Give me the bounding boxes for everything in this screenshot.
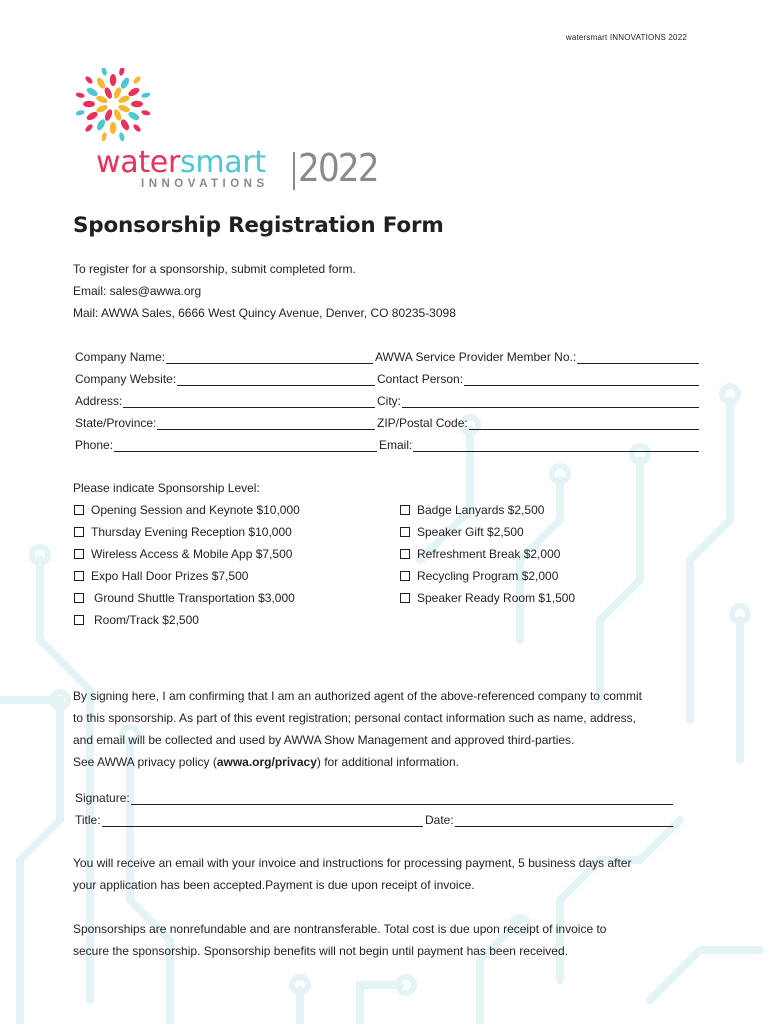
member-no-field[interactable] bbox=[375, 348, 699, 364]
logo-innovations: INNOVATIONS bbox=[141, 178, 269, 190]
privacy-link[interactable]: awwa.org/privacy bbox=[216, 755, 317, 769]
level-option[interactable] bbox=[400, 590, 575, 606]
logo-petal bbox=[85, 86, 99, 98]
logo-petal bbox=[95, 76, 107, 90]
checkbox[interactable] bbox=[74, 505, 84, 515]
company-name-field[interactable] bbox=[75, 348, 373, 364]
invoice-note bbox=[73, 852, 703, 896]
phone-line[interactable] bbox=[114, 440, 377, 452]
address-label: Address: bbox=[75, 394, 123, 408]
field-row-2 bbox=[75, 370, 699, 386]
title-date-row bbox=[75, 811, 675, 827]
field-row-3 bbox=[75, 392, 699, 408]
logo-year: 2022 bbox=[298, 146, 378, 190]
consent-paragraph bbox=[73, 685, 703, 773]
level-option[interactable] bbox=[400, 524, 524, 540]
address-field[interactable] bbox=[75, 392, 375, 408]
checkbox[interactable] bbox=[400, 527, 410, 537]
level-option[interactable] bbox=[74, 568, 248, 584]
checkbox[interactable] bbox=[400, 549, 410, 559]
header-event-tag: watersmart INNOVATIONS 2022 bbox=[565, 33, 687, 42]
contact-person-label: Contact Person: bbox=[377, 372, 464, 386]
email-line[interactable] bbox=[413, 440, 699, 452]
level-option[interactable] bbox=[400, 502, 544, 518]
level-label: Badge Lanyards $2,500 bbox=[417, 503, 545, 517]
logo-petal bbox=[101, 68, 108, 76]
logo-petal bbox=[75, 92, 85, 99]
title-line[interactable] bbox=[102, 815, 423, 827]
level-label: Ground Shuttle Transportation $3,000 bbox=[94, 591, 295, 605]
zip-line[interactable] bbox=[469, 418, 699, 430]
level-option[interactable] bbox=[74, 524, 292, 540]
field-row-5 bbox=[75, 436, 699, 452]
level-label: Recycling Program $2,000 bbox=[417, 569, 559, 583]
logo-petal bbox=[119, 76, 131, 90]
invoice-line-1: You will receive an email with your invoice and instructions for processing payment, 5 business days after bbox=[73, 856, 632, 870]
checkbox[interactable] bbox=[400, 505, 410, 515]
checkbox[interactable] bbox=[74, 593, 84, 603]
contact-person-line[interactable] bbox=[464, 374, 699, 386]
level-label: Speaker Gift $2,500 bbox=[417, 525, 524, 539]
checkbox[interactable] bbox=[74, 527, 84, 537]
phone-label: Phone: bbox=[75, 438, 114, 452]
refund-line-2: secure the sponsorship. Sponsorship benefits will not begin until payment has been received. bbox=[73, 944, 568, 958]
date-line[interactable] bbox=[455, 815, 673, 827]
address-line[interactable] bbox=[123, 396, 375, 408]
level-option[interactable] bbox=[74, 546, 292, 562]
logo-petal bbox=[84, 75, 94, 85]
field-row-1 bbox=[75, 348, 699, 364]
state-field[interactable] bbox=[75, 414, 375, 430]
intro-email: Email: sales@awwa.org bbox=[73, 284, 202, 298]
level-label: Refreshment Break $2,000 bbox=[417, 547, 561, 561]
consent-line-4 bbox=[73, 751, 703, 773]
logo-word-smart: smart bbox=[179, 145, 266, 180]
logo-petal bbox=[141, 92, 151, 99]
checkbox[interactable] bbox=[400, 593, 410, 603]
company-website-line[interactable] bbox=[177, 374, 375, 386]
logo-petal bbox=[75, 109, 85, 116]
consent-line-1: By signing here, I am confirming that I am an authorized agent of the above-referenced company to commit bbox=[73, 689, 642, 703]
field-row-4 bbox=[75, 414, 699, 430]
checkbox[interactable] bbox=[74, 615, 84, 625]
logo-divider bbox=[293, 152, 295, 190]
logo-petal bbox=[141, 109, 151, 116]
logo-petal bbox=[110, 74, 116, 86]
logo-petal bbox=[85, 110, 99, 122]
consent-line-3: and email will be collected and used by AWWA Show Management and approved third-parties. bbox=[73, 733, 575, 747]
city-line[interactable] bbox=[402, 396, 699, 408]
member-no-line[interactable] bbox=[577, 352, 699, 364]
signature-line[interactable] bbox=[131, 793, 673, 805]
title-label: Title: bbox=[75, 813, 101, 827]
level-option[interactable] bbox=[74, 612, 199, 628]
privacy-text-post: ) for additional information. bbox=[316, 755, 459, 769]
checkbox[interactable] bbox=[400, 571, 410, 581]
refund-line-1: Sponsorships are nonrefundable and are nontransferable. Total cost is due upon receipt of invoice to bbox=[73, 922, 607, 936]
email-field[interactable] bbox=[379, 436, 699, 452]
level-label: Thursday Evening Reception $10,000 bbox=[91, 525, 292, 539]
intro-line-1: To register for a sponsorship, submit completed form. bbox=[73, 262, 356, 276]
checkbox[interactable] bbox=[74, 571, 84, 581]
logo-word-water: water bbox=[96, 145, 180, 180]
logo-petal bbox=[132, 123, 142, 133]
city-field[interactable] bbox=[377, 392, 699, 408]
company-website-field[interactable] bbox=[75, 370, 375, 386]
consent-line-2: to this sponsorship. As part of this event registration; personal contact information such as name, address, bbox=[73, 711, 636, 725]
logo-petal bbox=[83, 101, 95, 107]
email-label: Email: bbox=[379, 438, 413, 452]
logo-petal bbox=[95, 118, 107, 132]
state-label: State/Province: bbox=[75, 416, 157, 430]
logo-petal bbox=[110, 122, 116, 134]
levels-label: Please indicate Sponsorship Level: bbox=[73, 481, 260, 495]
level-label: Room/Track $2,500 bbox=[94, 613, 199, 627]
level-option[interactable] bbox=[74, 502, 300, 518]
state-line[interactable] bbox=[157, 418, 375, 430]
logo-petal bbox=[127, 86, 141, 98]
logo-petal bbox=[119, 118, 131, 132]
form-title: Sponsorship Registration Form bbox=[73, 213, 444, 238]
title-field[interactable] bbox=[75, 811, 423, 827]
date-field[interactable] bbox=[425, 811, 673, 827]
company-name-label: Company Name: bbox=[75, 350, 166, 364]
level-label: Wireless Access & Mobile App $7,500 bbox=[91, 547, 293, 561]
logo-petal bbox=[101, 132, 108, 142]
member-no-label: AWWA Service Provider Member No.: bbox=[375, 350, 577, 364]
logo-petal bbox=[131, 101, 143, 107]
zip-field[interactable] bbox=[377, 414, 699, 430]
invoice-line-2: your application has been accepted.Payment is due upon receipt of invoice. bbox=[73, 878, 475, 892]
contact-person-field[interactable] bbox=[377, 370, 699, 386]
checkbox[interactable] bbox=[74, 549, 84, 559]
level-label: Expo Hall Door Prizes $7,500 bbox=[91, 569, 249, 583]
zip-label: ZIP/Postal Code: bbox=[377, 416, 468, 430]
level-option[interactable] bbox=[400, 546, 560, 562]
company-website-label: Company Website: bbox=[75, 372, 177, 386]
phone-field[interactable] bbox=[75, 436, 377, 452]
refund-note bbox=[73, 918, 703, 962]
signature-label: Signature: bbox=[75, 791, 130, 805]
date-label: Date: bbox=[425, 813, 454, 827]
logo-petal bbox=[118, 132, 125, 142]
logo-petal bbox=[118, 68, 125, 76]
city-label: City: bbox=[377, 394, 401, 408]
company-name-line[interactable] bbox=[166, 352, 373, 364]
level-option[interactable] bbox=[400, 568, 558, 584]
logo-petal bbox=[127, 110, 141, 122]
privacy-text-pre: See AWWA privacy policy ( bbox=[73, 755, 217, 769]
level-label: Speaker Ready Room $1,500 bbox=[417, 591, 576, 605]
signature-row bbox=[75, 789, 675, 805]
intro-mail: Mail: AWWA Sales, 6666 West Quincy Avenue, Denver, CO 80235-3098 bbox=[73, 306, 456, 320]
logo-petal bbox=[84, 123, 94, 133]
signature-field[interactable] bbox=[75, 789, 673, 805]
level-option[interactable] bbox=[74, 590, 295, 606]
logo-petal bbox=[132, 75, 142, 85]
level-label: Opening Session and Keynote $10,000 bbox=[91, 503, 300, 517]
